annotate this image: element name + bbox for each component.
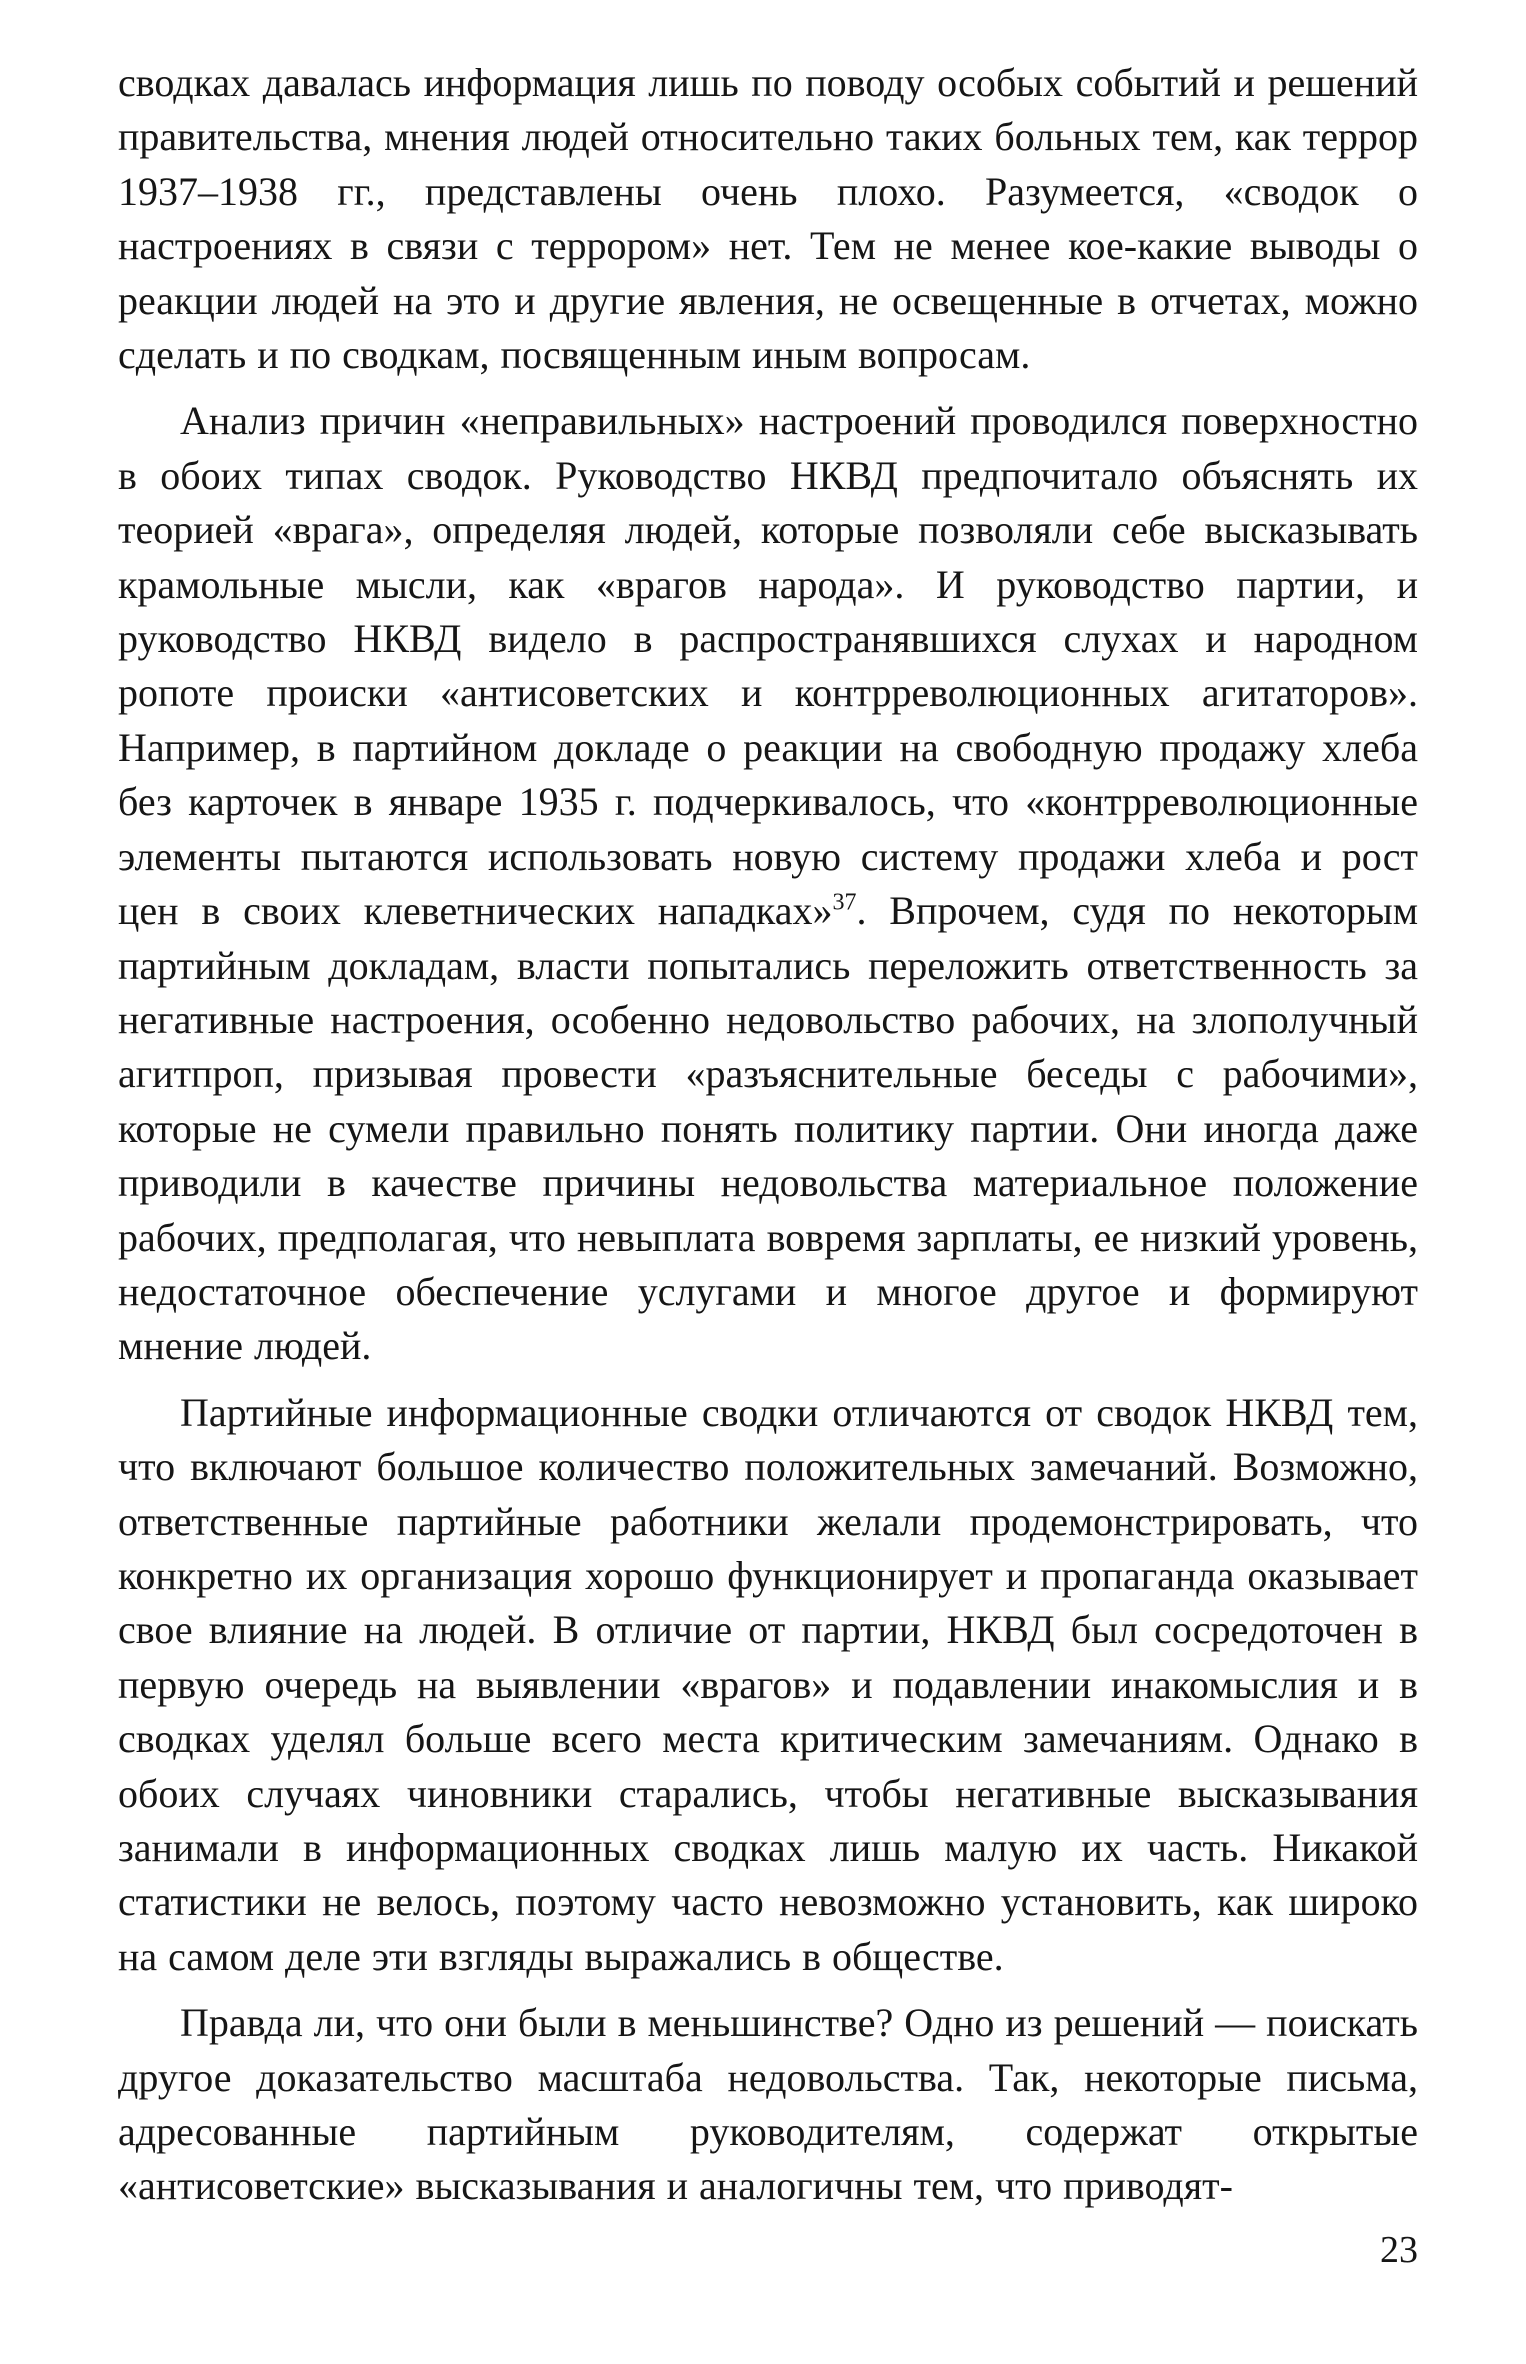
paragraph-4: Правда ли, что они были в меньшинстве? Одно из решений — поискать другое доказательство масштаба недовольства. Так, некоторые письма, адресованные партийным руководителям, содержат открытые «антисоветские» высказывания и аналогичны тем, что приводят- <box>118 2000 1418 2209</box>
paragraph-3: Партийные информационные сводки отличаются от сводок НКВД тем, что включают большое количество положительных замечаний. Возможно, ответственные партийные работники желали продемонстрировать, что конкретно их организация хорошо функционирует и пропаганда оказывает свое влияние на людей. В отличие от партии, НКВД был сосредоточен в первую очередь на выявлении «врагов» и подавлении инакомыслия и в сводках уделял больше всего места критическим замечаниям. Однако в обоих случаях чиновники старались, чтобы негативные высказывания занимали в информационных сводках лишь малую их часть. Никакой статистики не велось, поэтому часто невозможно установить, как широко на самом деле эти взгляды выражались в обществе. <box>118 1389 1418 1979</box>
paragraph-2-text-continued: . Впрочем, судя по некоторым партийным докладам, власти попытались переложить ответственность за негативные настроения, особенно недовольство рабочих, на злополучный агитпроп, призывая провести «разъяснительные беседы с рабочими», которые не сумели правильно понять политику партии. Они иногда даже приводили в качестве причины недовольства материальное положение рабочих, предполагая, что невыплата вовремя зарплаты, ее низкий уровень, недостаточное обеспечение услугами и многое другое и формируют мнение людей. <box>118 888 1418 1369</box>
page-number: 23 <box>1380 2229 1418 2271</box>
paragraph-1: сводках давалась информация лишь по поводу особых событий и решений правительства, мнения людей относительно таких больных тем, как террор 1937–1938 гг., представлены очень плохо. Разумеется, «сводок о настроениях в связи с террором» нет. Тем не менее кое-какие выводы о реакции людей на это и другие явления, не освещенные в отчетах, можно сделать и по сводкам, посвященным иным вопросам. <box>118 60 1418 378</box>
paragraph-2-text: Анализ причин «неправильных» настроений проводился поверхностно в обоих типах сводок. Руководство НКВД предпочитало объяснять их теорией «врага», определяя людей, которые позволяли себе высказывать крамольные мысли, как «врагов народа». И руководство партии, и руководство НКВД видело в распространявшихся слухах и народном ропоте происки «антисоветских и контрреволюционных агитаторов». Например, в партийном докладе о реакции на свободную продажу хлеба без карточек в январе 1935 г. подчеркивалось, что «контрреволюционные элементы пытаются использовать новую систему продажи хлеба и рост цен в своих клеветнических нападках» <box>118 398 1418 934</box>
footnote-ref-37: 37 <box>832 889 857 916</box>
body-text <box>118 56 1418 2226</box>
paragraph-2 <box>118 394 1418 1373</box>
